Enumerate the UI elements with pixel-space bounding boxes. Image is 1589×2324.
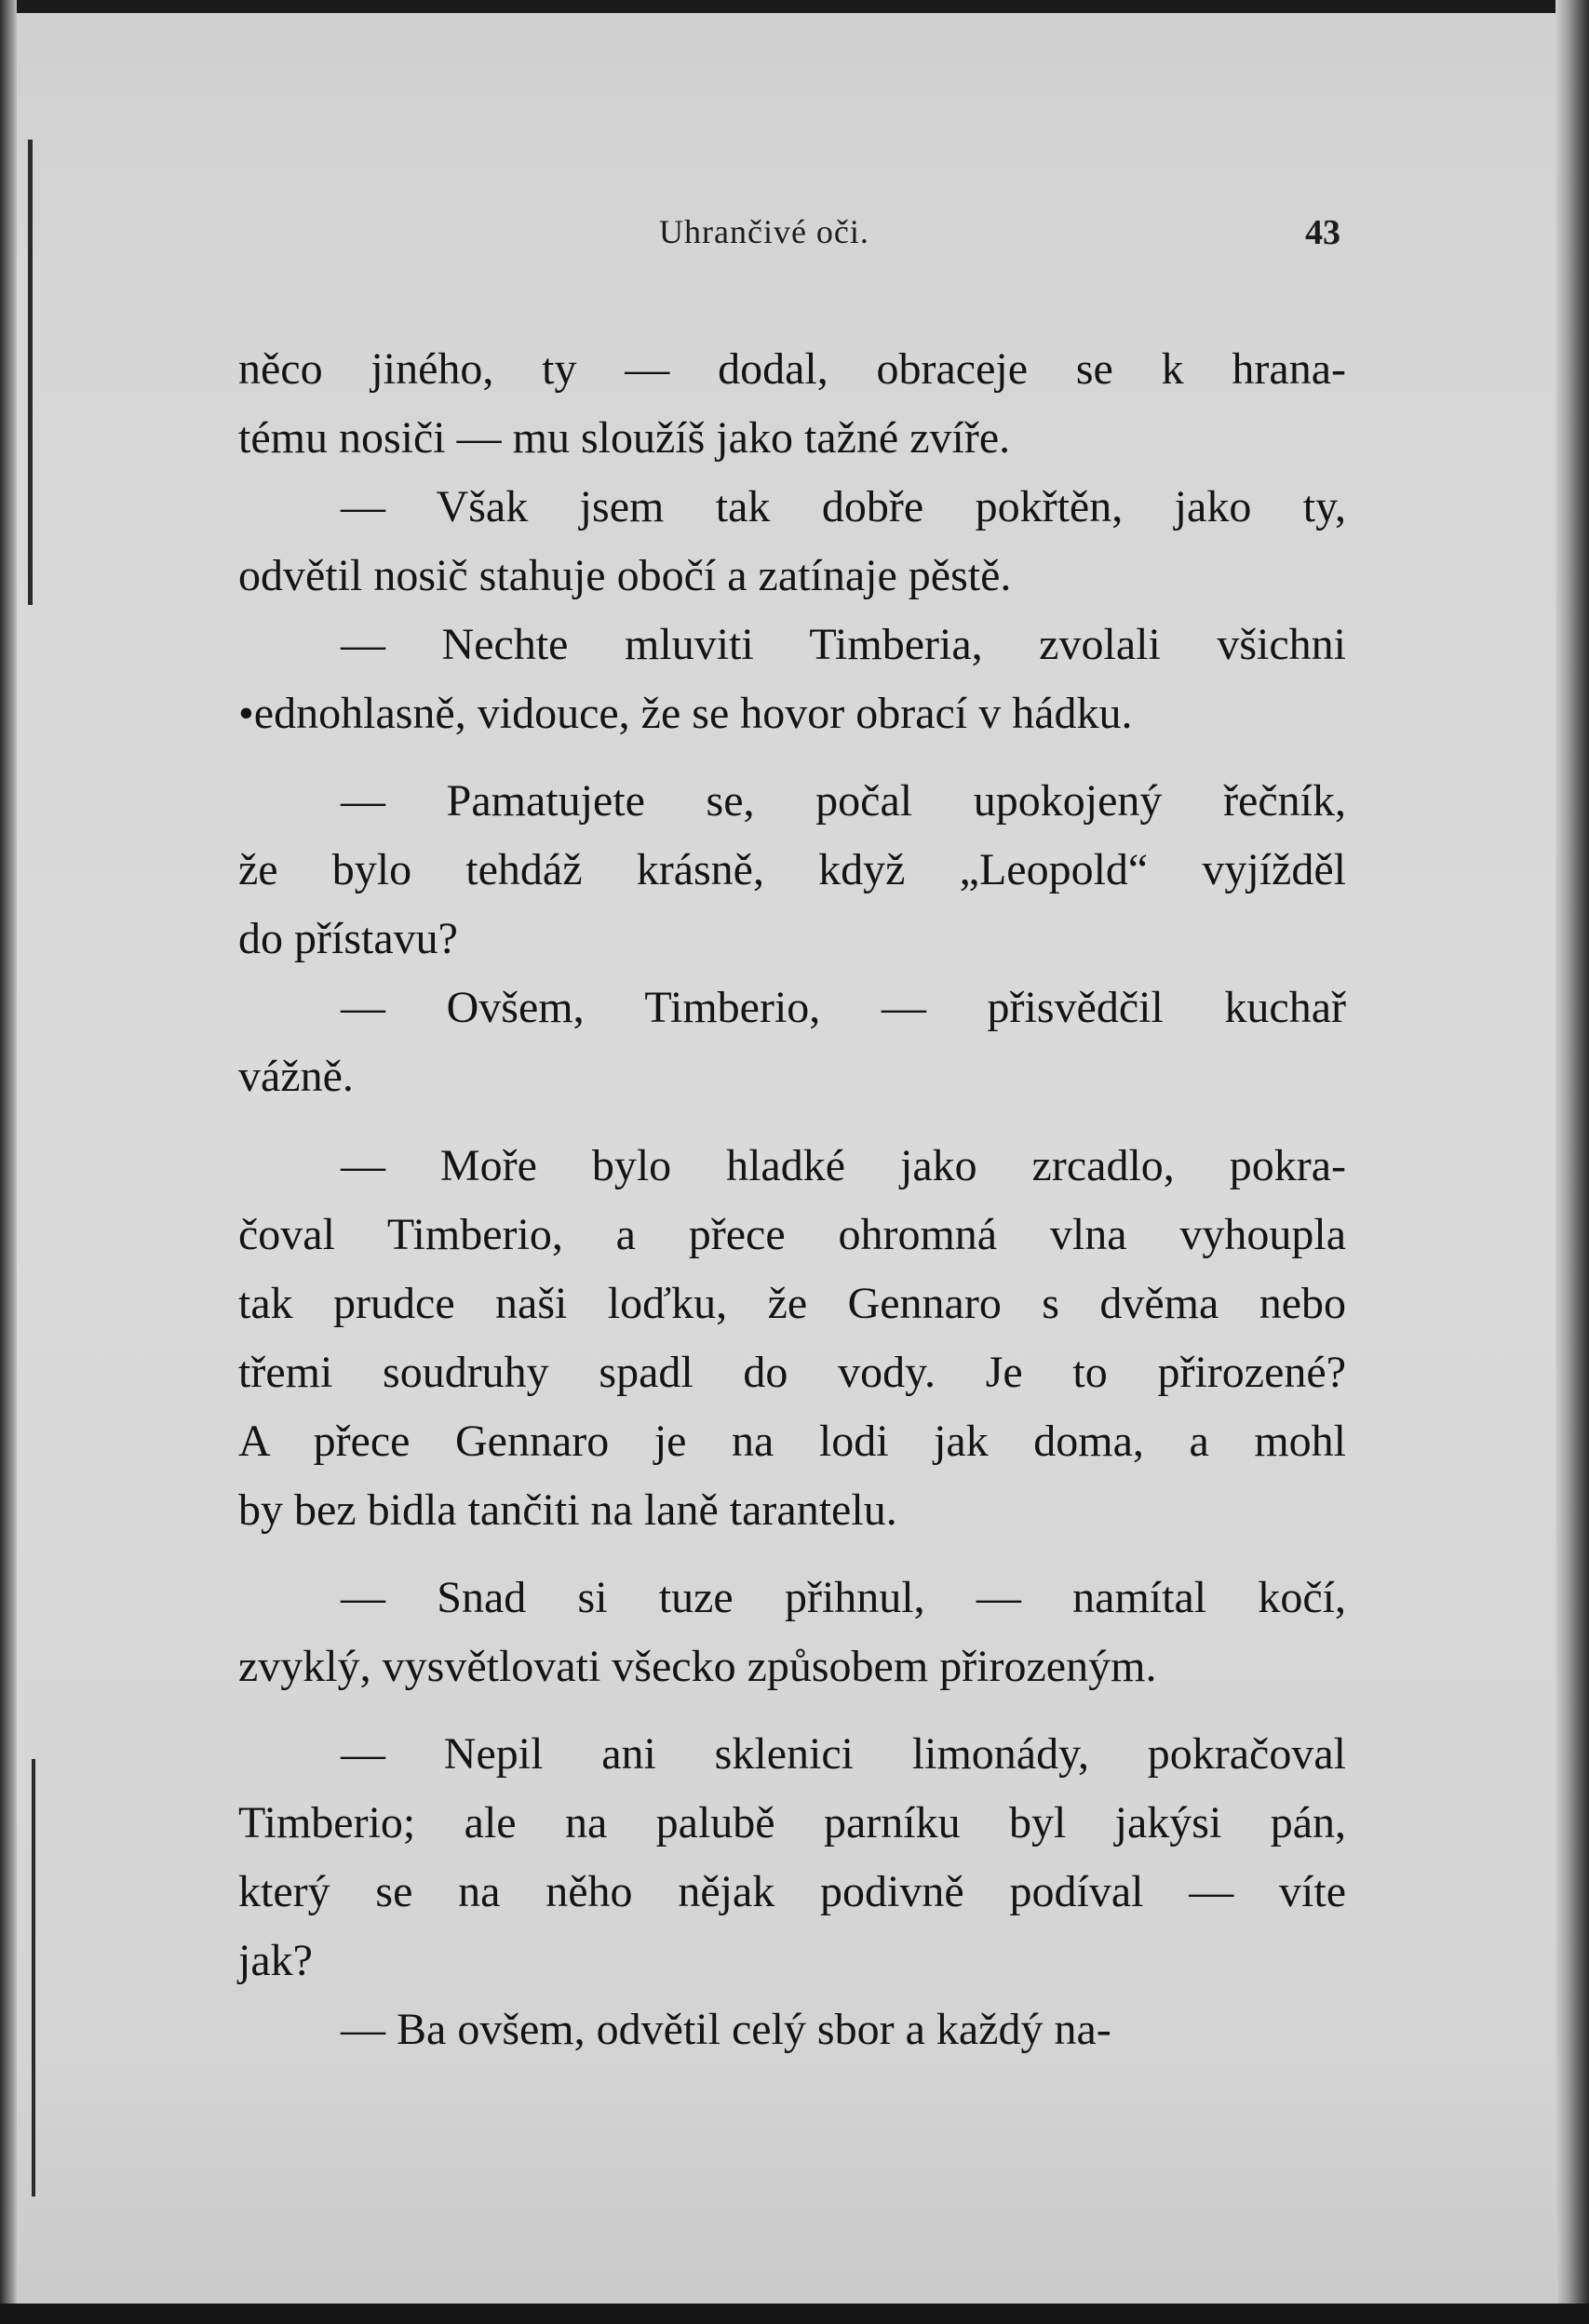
text-line: tak prudce naši loďku, že Gennaro s dvěma nebo (238, 1279, 1346, 1328)
text-line: zvyklý, vysvětlovati všecko způsobem přirozeným. (238, 1642, 1157, 1691)
scan-edge-top (0, 0, 1589, 13)
text-line: do přístavu? (238, 914, 458, 963)
text-line: jak? (238, 1936, 313, 1985)
text-line: — Moře bylo hladké jako zrcadlo, pokra- (341, 1141, 1346, 1190)
text-line: A přece Gennaro je na lodi jak doma, a mohl (238, 1417, 1346, 1466)
text-line: něco jiného, ty — dodal, obraceje se k hrana- (238, 344, 1346, 394)
running-title: Uhrančivé oči. (659, 213, 869, 250)
text-line: že bylo tehdáž krásně, když „Leopold“ vyjížděl (238, 845, 1346, 894)
text-line: který se na něho nějak podivně podíval — víte (238, 1867, 1346, 1916)
scan-edge-bottom (0, 2304, 1589, 2324)
scan-edge-right (1555, 0, 1589, 2324)
text-line: vážně. (238, 1052, 354, 1101)
text-line: — Však jsem tak dobře pokřtěn, jako ty, (341, 482, 1346, 531)
page-number: 43 (1305, 213, 1340, 252)
text-line: odvětil nosič stahuje obočí a zatínaje pěstě. (238, 551, 1012, 600)
text-line: čoval Timberio, a přece ohromná vlna vyhoupla (238, 1210, 1346, 1259)
text-line: •ednohlasně, vidouce, že se hovor obrací v hádku. (238, 689, 1133, 738)
text-line: — Ovšem, Timberio, — přisvědčil kuchař (341, 983, 1346, 1032)
text-line: — Snad si tuze přihnul, — namítal kočí, (341, 1573, 1346, 1622)
text-line: — Nepil ani sklenici limonády, pokračoval (341, 1729, 1346, 1779)
text-line: třemi soudruhy spadl do vody. Je to přirozené? (238, 1348, 1346, 1397)
text-line: Timberio; ale na palubě parníku byl jakýsi pán, (238, 1798, 1346, 1847)
page-header (238, 212, 1346, 268)
body-text (238, 335, 1346, 2064)
text-line: — Nechte mluviti Timberia, zvolali všichni (341, 620, 1346, 669)
text-line: tému nosiči — mu sloužíš jako tažné zvíře. (238, 413, 1011, 463)
binding-shadow (28, 140, 33, 605)
text-line: — Pamatujete se, počal upokojený řečník, (341, 776, 1346, 826)
text-line: by bez bidla tančiti na laně tarantelu. (238, 1485, 897, 1535)
text-line: — Ba ovšem, odvětil celý sbor a každý na- (341, 2005, 1111, 2054)
binding-shadow (32, 1759, 35, 2196)
scan-edge-left (0, 0, 17, 2324)
